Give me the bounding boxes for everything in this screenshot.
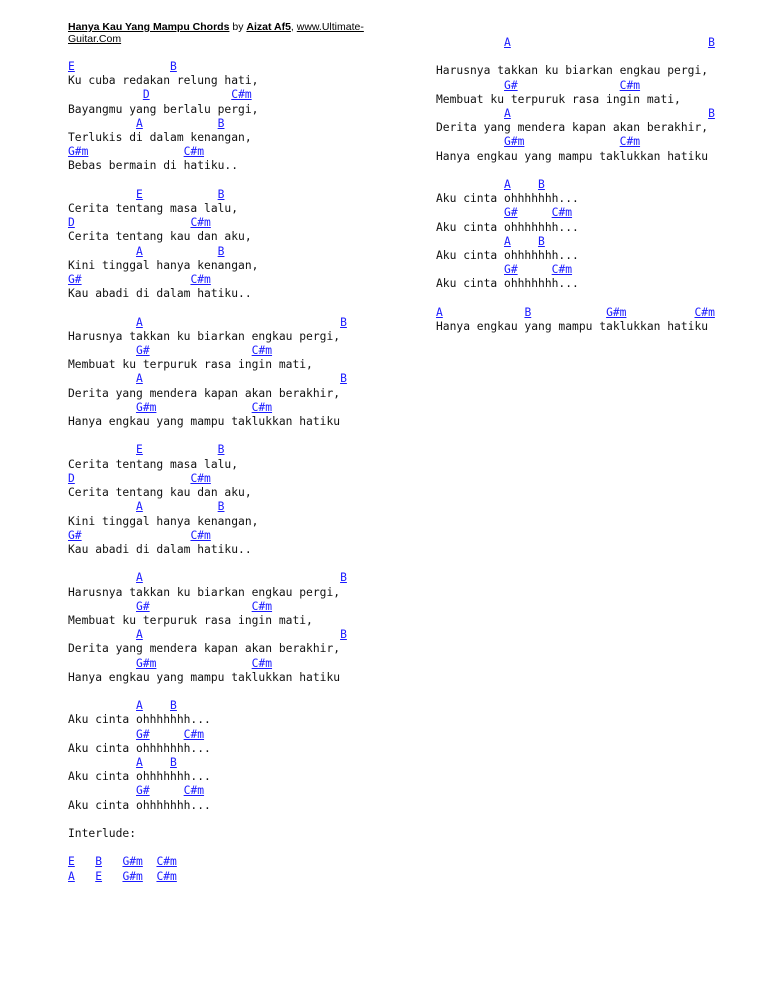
chord-line — [68, 784, 347, 798]
chord-link[interactable]: C#m — [251, 656, 273, 670]
chord-link[interactable]: B — [524, 305, 532, 319]
chord-line — [436, 178, 715, 192]
lyric-line: Kau abadi di dalam hatiku.. — [68, 287, 252, 301]
chord-link[interactable]: A — [136, 116, 143, 130]
lyric-line: Harusnya takkan ku biarkan engkau pergi, — [436, 64, 709, 78]
chord-link[interactable]: C#m — [619, 135, 641, 149]
lyric-line: Interlude: — [68, 826, 137, 840]
lyric-line: Hanya engkau yang mampu taklukkan hatiku — [68, 415, 341, 429]
chord-line — [68, 472, 347, 486]
lyric-line: Membuat ku terpuruk rasa ingin mati, — [68, 358, 313, 372]
chord-link[interactable]: G#m — [136, 400, 157, 414]
blank-line — [68, 174, 347, 188]
chord-link[interactable]: C#m — [619, 78, 641, 92]
chord-link[interactable]: G#m — [504, 135, 525, 149]
chord-link[interactable]: A — [136, 372, 143, 386]
lyric-line: Aku cinta ohhhhhhh... — [68, 741, 211, 755]
chord-line — [436, 107, 715, 121]
sheet-header — [68, 21, 378, 45]
chord-link[interactable]: D — [68, 471, 75, 485]
chord-line — [436, 206, 715, 220]
chord-link[interactable]: E — [68, 60, 75, 73]
chord-link[interactable]: A — [504, 107, 511, 121]
chord-link[interactable]: C#m — [156, 855, 177, 869]
chord-line — [68, 756, 347, 770]
chord-link[interactable]: G#m — [122, 869, 143, 883]
lyric-line: Aku cinta ohhhhhhh... — [68, 713, 211, 727]
lyric-line: Derita yang mendera kapan akan berakhir, — [436, 121, 709, 135]
chord-link[interactable]: A — [504, 234, 511, 248]
blank-line — [68, 685, 347, 699]
chord-line — [68, 728, 347, 742]
chord-line — [436, 79, 715, 93]
lyric-line: Derita yang mendera kapan akan berakhir, — [68, 386, 341, 400]
blank-line — [68, 429, 347, 443]
lyric-line: Bebas bermain di hatiku.. — [68, 159, 239, 173]
chord-link[interactable]: B — [217, 500, 225, 514]
chord-link[interactable]: A — [136, 628, 143, 642]
lyric-line: Ku cuba redakan relung hati, — [68, 74, 259, 88]
chord-line — [436, 36, 715, 50]
blank-line — [68, 841, 347, 855]
chord-line — [68, 855, 347, 869]
chord-line — [436, 306, 715, 320]
chord-line — [68, 600, 347, 614]
lyric-line: Aku cinta ohhhhhhh... — [68, 770, 211, 784]
chord-link[interactable]: A — [504, 36, 511, 49]
chord-link[interactable]: C#m — [251, 400, 273, 414]
chord-line — [68, 372, 347, 386]
chord-link[interactable]: G# — [504, 206, 518, 220]
chord-link[interactable]: B — [217, 116, 225, 130]
lyric-line: Harusnya takkan ku biarkan engkau pergi, — [68, 585, 341, 599]
chord-link[interactable]: C#m — [251, 599, 273, 613]
chord-link[interactable]: G#m — [136, 656, 157, 670]
chord-line — [68, 344, 347, 358]
chord-link[interactable]: B — [95, 855, 103, 869]
chord-line — [68, 145, 347, 159]
chord-sheet-column-right — [436, 36, 715, 334]
chord-line — [68, 401, 347, 415]
chord-sheet-left — [68, 60, 347, 884]
chord-link[interactable]: B — [217, 244, 225, 258]
lyric-line: Membuat ku terpuruk rasa ingin mati, — [436, 92, 681, 106]
chord-line — [68, 88, 347, 102]
chord-line — [68, 571, 347, 585]
chord-link[interactable]: B — [170, 755, 177, 769]
chord-link[interactable]: G# — [504, 78, 518, 92]
chord-link[interactable]: B — [538, 234, 545, 248]
chord-link[interactable]: G# — [136, 599, 150, 613]
blank-line — [436, 164, 715, 178]
chord-link[interactable]: B — [217, 443, 225, 457]
artist-link[interactable]: Aizat Af5 — [246, 21, 291, 33]
chord-link[interactable]: A — [136, 755, 143, 769]
chord-link[interactable]: C#m — [551, 206, 573, 220]
chord-link[interactable]: C#m — [190, 216, 211, 230]
chord-link[interactable]: B — [340, 571, 347, 585]
chord-line — [68, 245, 347, 259]
chord-link[interactable]: E — [68, 855, 75, 869]
blank-line — [436, 50, 715, 64]
site-link[interactable]: www.Ultimate-Guitar.Com — [68, 21, 364, 45]
lyric-line: Aku cinta ohhhhhhh... — [436, 249, 579, 263]
chord-link[interactable]: B — [538, 178, 545, 192]
lyric-line: Bayangmu yang berlalu pergi, — [68, 102, 259, 116]
chord-line — [68, 316, 347, 330]
separator: , — [290, 21, 297, 33]
chord-link[interactable]: C#m — [183, 784, 205, 798]
chord-link[interactable]: D — [68, 216, 75, 230]
chord-link[interactable]: G# — [136, 784, 150, 798]
lyric-line: Harusnya takkan ku biarkan engkau pergi, — [68, 329, 341, 343]
chord-link[interactable]: C#m — [231, 88, 252, 102]
lyric-line: Cerita tentang masa lalu, — [68, 202, 239, 216]
chord-line — [436, 263, 715, 277]
chord-line — [68, 870, 347, 884]
chord-line — [68, 188, 347, 202]
chord-link[interactable]: C#m — [190, 471, 211, 485]
chord-link[interactable]: A — [136, 315, 143, 329]
chord-link[interactable]: A — [436, 305, 443, 319]
chord-link[interactable]: B — [217, 187, 225, 201]
chord-link[interactable]: A — [136, 500, 143, 514]
chord-link[interactable]: G#m — [606, 305, 627, 319]
chord-sheet-right — [436, 36, 715, 334]
chord-link[interactable]: G#m — [122, 855, 143, 869]
lyric-line: Cerita tentang masa lalu, — [68, 457, 239, 471]
chord-link[interactable]: G# — [136, 344, 150, 358]
blank-line — [68, 557, 347, 571]
lyric-line: Cerita tentang kau dan aku, — [68, 486, 252, 500]
chord-link[interactable]: C#m — [251, 344, 273, 358]
chord-link[interactable]: E — [136, 443, 143, 457]
chord-line — [436, 235, 715, 249]
chord-link[interactable]: A — [504, 178, 511, 192]
chord-line — [436, 135, 715, 149]
blank-line — [68, 301, 347, 315]
chord-line — [68, 443, 347, 457]
chord-link[interactable]: C#m — [190, 273, 211, 287]
blank-line — [68, 813, 347, 827]
chord-link[interactable]: B — [708, 107, 715, 121]
chord-line — [68, 657, 347, 671]
chord-link[interactable]: G#m — [68, 145, 89, 159]
lyric-line: Membuat ku terpuruk rasa ingin mati, — [68, 613, 313, 627]
lyric-line: Derita yang mendera kapan akan berakhir, — [68, 642, 341, 656]
chord-link[interactable]: G# — [68, 528, 82, 542]
chord-line — [68, 529, 347, 543]
chord-link[interactable]: B — [340, 628, 347, 642]
chord-link[interactable]: E — [136, 187, 143, 201]
chord-link[interactable]: A — [136, 571, 143, 585]
lyric-line: Aku cinta ohhhhhhh... — [68, 798, 211, 812]
chord-link[interactable]: E — [95, 869, 103, 883]
chord-link[interactable]: B — [708, 36, 715, 49]
chord-line — [68, 699, 347, 713]
chord-line — [68, 273, 347, 287]
lyric-line: Kini tinggal hanya kenangan, — [68, 514, 259, 528]
chord-link[interactable]: B — [340, 372, 347, 386]
lyric-line: Kini tinggal hanya kenangan, — [68, 258, 259, 272]
chord-link[interactable]: B — [170, 60, 177, 73]
lyric-line: Aku cinta ohhhhhhh... — [436, 277, 579, 291]
chord-link[interactable]: C#m — [190, 528, 211, 542]
lyric-line: Kau abadi di dalam hatiku.. — [68, 542, 252, 556]
chord-link[interactable]: B — [170, 699, 177, 713]
chord-line — [68, 117, 347, 131]
lyric-line: Cerita tentang kau dan aku, — [68, 230, 252, 244]
lyric-line: Aku cinta ohhhhhhh... — [436, 192, 579, 206]
chord-line — [68, 216, 347, 230]
lyric-line: Hanya engkau yang mampu taklukkan hatiku — [436, 320, 709, 334]
chord-link[interactable]: A — [68, 869, 75, 883]
chord-line — [68, 500, 347, 514]
chord-link[interactable]: C#m — [694, 305, 715, 319]
lyric-line: Hanya engkau yang mampu taklukkan hatiku — [68, 670, 341, 684]
lyric-line: Aku cinta ohhhhhhh... — [436, 220, 579, 234]
chord-link[interactable]: A — [136, 699, 143, 713]
chord-link[interactable]: G# — [136, 727, 150, 741]
lyric-line: Hanya engkau yang mampu taklukkan hatiku — [436, 149, 709, 163]
chord-sheet-column-left — [68, 60, 347, 884]
chord-line — [68, 60, 347, 74]
chord-link[interactable]: C#m — [156, 869, 177, 883]
lyric-line: Terlukis di dalam kenangan, — [68, 131, 252, 145]
chord-link[interactable]: G# — [68, 273, 82, 287]
chord-link[interactable]: C#m — [551, 263, 573, 277]
song-title-link[interactable]: Hanya Kau Yang Mampu Chords — [68, 21, 230, 33]
chord-link[interactable]: C#m — [183, 727, 205, 741]
chord-link[interactable]: B — [340, 315, 347, 329]
chord-link[interactable]: D — [142, 88, 150, 102]
chord-line — [68, 628, 347, 642]
chord-link[interactable]: A — [136, 244, 143, 258]
chord-link[interactable]: C#m — [183, 145, 205, 159]
chord-link[interactable]: G# — [504, 263, 518, 277]
by-label: by — [229, 21, 247, 33]
blank-line — [436, 292, 715, 306]
